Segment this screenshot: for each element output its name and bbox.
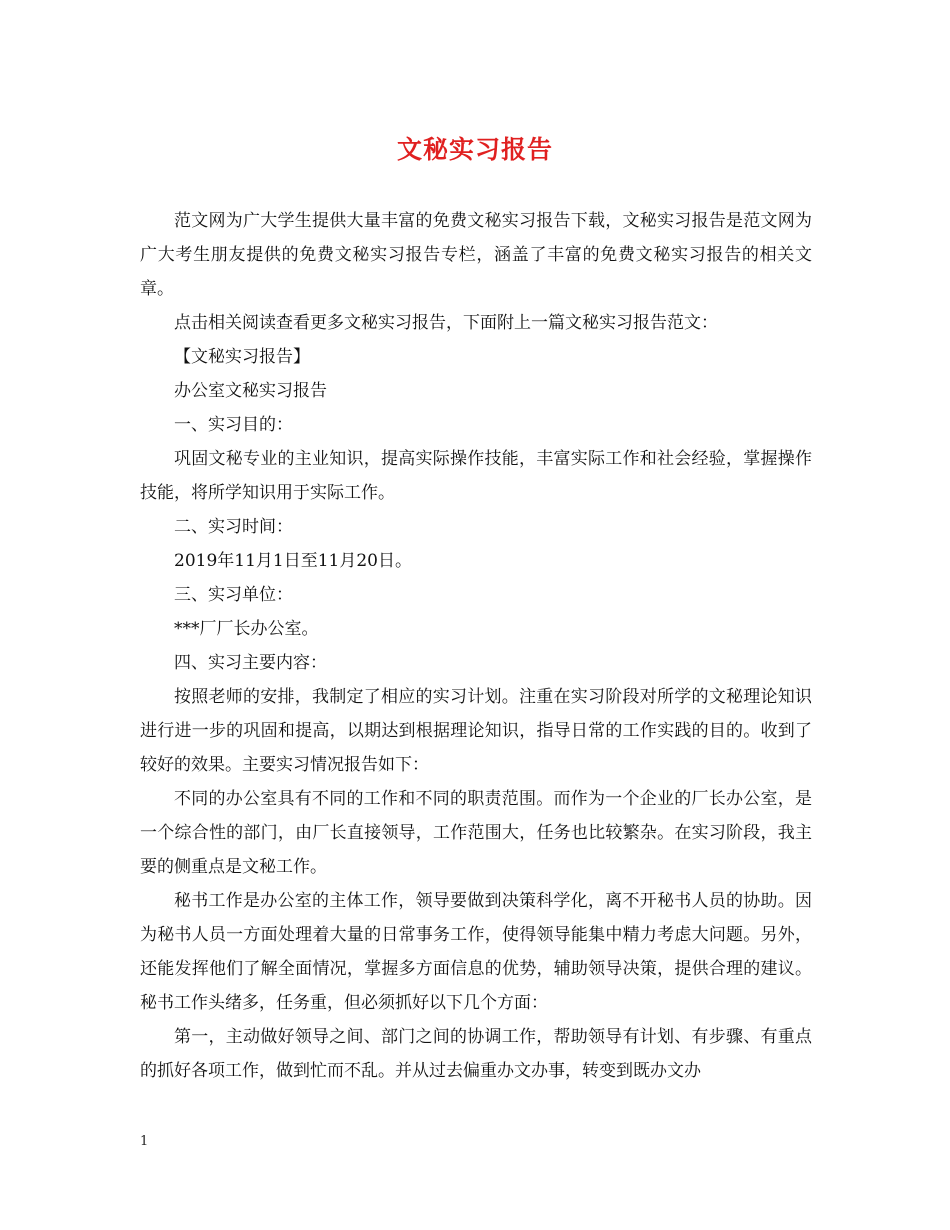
section-heading-content: 四、实习主要内容： xyxy=(174,653,327,673)
section-heading-time: 二、实习时间： xyxy=(174,517,293,537)
paragraph-plan: 按照老师的安排，我制定了相应的实习计划。注重在实习阶段对所学的文秘理论知识进行进一步的巩固和提高，以期达到根据理论知识，指导日常的工作实践的目的。收到了较好的效果。主要实习情况报告如下： xyxy=(140,687,812,775)
paragraph-office: 不同的办公室具有不同的工作和不同的职责范围。而作为一个企业的厂长办公室，是一个综合性的部门，由厂长直接领导，工作范围大，任务也比较繁杂。在实习阶段，我主要的侧重点是文秘工作。 xyxy=(140,789,812,877)
paragraph-read-more: 点击相关阅读查看更多文秘实习报告，下面附上一篇文秘实习报告范文： xyxy=(174,313,718,333)
paragraph-unit: ***厂厂长办公室。 xyxy=(174,619,319,639)
paragraph-secretary: 秘书工作是办公室的主体工作，领导要做到决策科学化，离不开秘书人员的协助。因为秘书人员一方面处理着大量的日常事务工作，使得领导能集中精力考虑大问题。另外，还能发挥他们了解全面情况，掌握多方面信息的优势，辅助领导决策，提供合理的建议。秘书工作头绪多，任务重，但必须抓好以下几个方面： xyxy=(140,891,812,1013)
paragraph-subtitle: 办公室文秘实习报告 xyxy=(174,381,327,401)
document-title: 文秘实习报告 xyxy=(396,135,553,164)
section-heading-unit: 三、实习单位： xyxy=(174,585,293,605)
section-heading-purpose: 一、实习目的： xyxy=(174,415,293,435)
page-number: 1 xyxy=(140,1134,149,1149)
document-body xyxy=(140,204,812,1088)
paragraph-purpose: 巩固文秘专业的主业知识，提高实际操作技能，丰富实际工作和社会经验，掌握操作技能，将所学知识用于实际工作。 xyxy=(140,449,812,503)
paragraph-bracket-title: 【文秘实习报告】 xyxy=(174,347,310,367)
paragraph-intro: 范文网为广大学生提供大量丰富的免费文秘实习报告下载，文秘实习报告是范文网为广大考生朋友提供的免费文秘实习报告专栏，涵盖了丰富的免费文秘实习报告的相关文章。 xyxy=(140,211,812,299)
paragraph-first-point: 第一，主动做好领导之间、部门之间的协调工作，帮助领导有计划、有步骤、有重点的抓好各项工作，做到忙而不乱。并从过去偏重办文办事，转变到既办文办 xyxy=(140,1027,812,1081)
paragraph-time: 2019年11月1日至11月20日。 xyxy=(174,551,412,571)
